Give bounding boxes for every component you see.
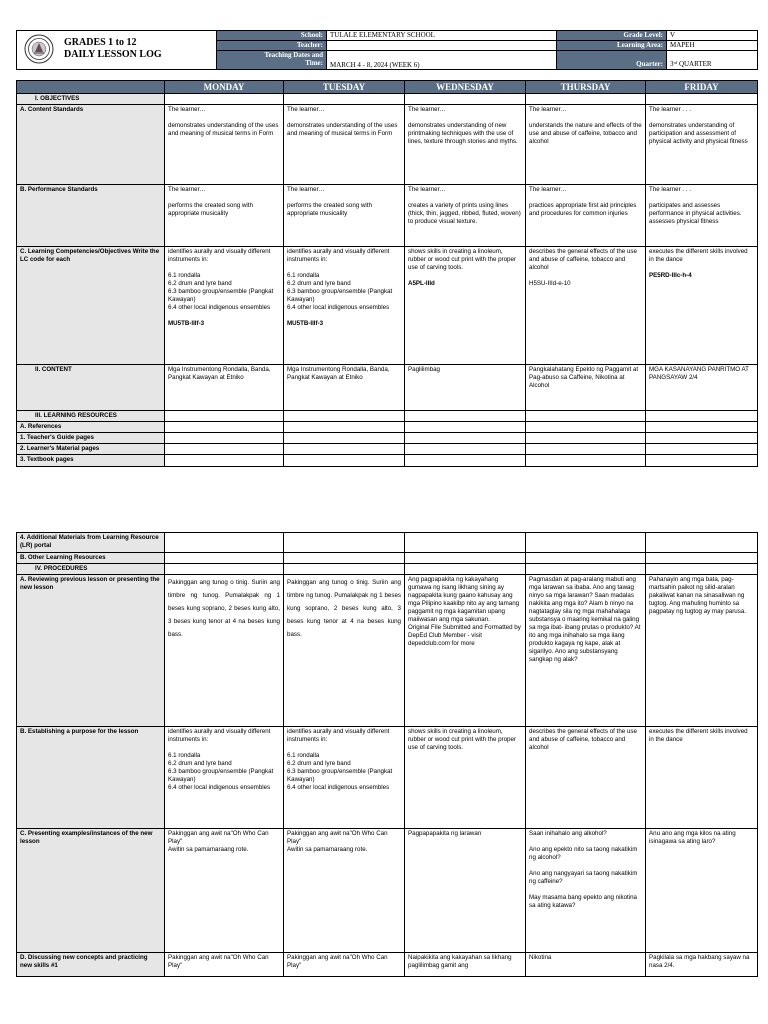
empty-cell	[405, 444, 526, 455]
dates-value: MARCH 4 - 8, 2024 (WEEK 6)	[327, 51, 557, 70]
dates-label-line2: Time:	[305, 59, 323, 67]
area-label: Learning Area:	[557, 41, 667, 51]
deped-seal-icon	[24, 34, 54, 64]
lc-code: MU5TB-IIIf-3	[287, 320, 324, 327]
empty-cell	[165, 553, 284, 564]
discussing-friday: Pagkilala sa mga hakbang sayaw na nasa 2/4.	[646, 953, 758, 977]
empty-cell	[284, 553, 405, 564]
lc-code: H5SU-IIId-e-10	[529, 280, 571, 287]
competency-text: identifies aurally and visually different instruments in: 6.1 rondalla 6.2 drum and lyre band 6.3 bamboo group/ensemble (Pangkat Kawayan) 6.4 other local indigenous ensembles	[287, 248, 393, 311]
empty-cell	[646, 533, 758, 553]
empty-cell	[405, 433, 526, 444]
discussing-label: D. Discussing new concepts and practicing new skills #1	[17, 953, 165, 977]
empty-cell	[405, 422, 526, 433]
competencies-label: C. Learning Competencies/Objectives Write the LC code for each	[17, 247, 165, 365]
teacher-value	[327, 41, 557, 51]
references-label: A. References	[17, 422, 165, 433]
dates-label-line1: Teaching Dates and	[264, 51, 323, 59]
content-standards-friday: The learner . . . demonstrates understanding of participation and assessment of physical activity and physical fitness	[646, 105, 758, 185]
purpose-friday: executes the different skills involved in the dance	[646, 727, 758, 829]
performance-standards-label: B. Performance Standards	[17, 185, 165, 247]
discussing-monday: Pakinggan ang awit na"Oh Who Can Play"	[165, 953, 284, 977]
empty-cell	[405, 411, 526, 422]
day-monday: MONDAY	[165, 81, 284, 94]
empty-cell	[165, 455, 284, 467]
presenting-thursday: Saan inihahalo ang alkohol? Ano ang epekto nito sa taong nakatikim ng alcohol? Ano ang nangyayari sa taong nakatikim ng caffeine? May masama bang epekto ang nikotina sa ating katawa?	[526, 829, 646, 953]
quarter-value: 3ʳᵈ QUARTER	[667, 60, 758, 70]
empty-cell	[405, 533, 526, 553]
presenting-monday: Pakinggan ang awit na"Oh Who Can Play" Awitin sa pamamaraang rote.	[165, 829, 284, 953]
lesson-log-table	[16, 80, 758, 467]
empty-cell	[646, 553, 758, 564]
content-thursday: Pangkalahatang Epekto ng Paggamit at Pag-abuso sa Caffeine, Nikotina at Alcohol	[526, 365, 646, 411]
content-label: II. CONTENT	[17, 365, 165, 411]
day-tuesday: TUESDAY	[284, 81, 405, 94]
empty-cell	[405, 553, 526, 564]
purpose-tuesday: identifies aurally and visually different instruments in: 6.1 rondalla 6.2 drum and lyre band 6.3 bamboo group/ensemble (Pangkat Kawayan) 6.4 other local indigenous ensembles	[284, 727, 405, 829]
competency-text: identifies aurally and visually different instruments in: 6.1 rondalla 6.2 drum and lyre band 6.3 bamboo group/ensemble (Pangkat Kawayan) 6.4 other local indigenous ensembles	[168, 248, 274, 311]
empty-cell	[165, 411, 284, 422]
purpose-monday: identifies aurally and visually different instruments in: 6.1 rondalla 6.2 drum and lyre band 6.3 bamboo group/ensemble (Pangkat Kawayan) 6.4 other local indigenous ensembles	[165, 727, 284, 829]
empty-cell	[165, 94, 284, 105]
competencies-monday	[165, 247, 284, 365]
empty-cell	[646, 433, 758, 444]
competencies-thursday	[526, 247, 646, 365]
empty-cell	[284, 411, 405, 422]
grade-label: Grade Level:	[557, 31, 667, 41]
grade-value: V	[667, 31, 758, 41]
empty-cell	[526, 553, 646, 564]
reviewing-thursday: Pagmasdan at pag-aralang mabuti ang mga larawan sa ibaba. Ano ang tawag ninyo sa mga larawan? Saan madalas nakikita ang mga ito? Alam b ninyo na nagtataglay sila ng mga mahahalaga substansya o maaring kemikal na galing sa mga ibat- ibang prutas o produkto? At ito ang mga inihahalo sa mga ilang produkto kagaya ng kape, alak at sigarilyo. Ano ang substansyang sangkap ng alak?	[526, 575, 646, 727]
learners-material-label: 2. Learner's Material pages	[17, 444, 165, 455]
additional-materials-label: 4. Additional Materials from Learning Resource (LR) portal	[17, 533, 165, 553]
presenting-label: C. Presenting examples/instances of the new lesson	[17, 829, 165, 953]
doc-title-line1: GRADES 1 to 12	[64, 37, 137, 48]
title-cell	[17, 31, 217, 70]
content-standards-monday: The learner… demonstrates understanding of the uses and meaning of musical terms in Form	[165, 105, 284, 185]
reviewing-label: A. Reviewing previous lesson or presenting the new lesson	[17, 575, 165, 727]
lesson-log-table-continued	[16, 532, 758, 977]
competencies-wednesday	[405, 247, 526, 365]
lc-code: A5PL-IIId	[408, 280, 435, 287]
empty-cell	[646, 411, 758, 422]
empty-cell	[284, 422, 405, 433]
objectives-label: I. OBJECTIVES	[17, 94, 165, 105]
content-standards-label: A. Content Standards	[17, 105, 165, 185]
content-tuesday: Mga Instrumentong Rondalla, Banda, Pangkat Kawayan at Etniko	[284, 365, 405, 411]
textbook-label: 3. Textbook pages	[17, 455, 165, 467]
day-header-row	[17, 81, 758, 94]
day-thursday: THURSDAY	[526, 81, 646, 94]
other-resources-label: B. Other Learning Resources	[17, 553, 165, 564]
competency-text: shows skills in creating a linoleum, rubber or wood cut print with the proper use of carving tools.	[408, 248, 516, 271]
discussing-thursday: Nikotina	[526, 953, 646, 977]
purpose-wednesday: shows skills in creating a linoleum, rubber or wood cut print with the proper use of carving tools.	[405, 727, 526, 829]
content-standards-wednesday: The learner… demonstrates understanding of new printmaking techniques with the use of lines, texture through stories and myths.	[405, 105, 526, 185]
teachers-guide-label: 1. Teacher's Guide pages	[17, 433, 165, 444]
dates-label	[217, 51, 327, 70]
empty-cell	[526, 533, 646, 553]
empty-cell	[526, 455, 646, 467]
blank-value	[667, 51, 758, 61]
empty-cell	[526, 422, 646, 433]
procedures-label: IV. PROCEDURES	[17, 564, 165, 575]
empty-cell	[284, 455, 405, 467]
quarter-label: Quarter:	[557, 60, 667, 70]
competency-text: executes the different skills involved in the dance	[649, 248, 748, 263]
lc-code: MU5TB-IIIf-3	[168, 320, 205, 327]
empty-cell	[646, 422, 758, 433]
lc-code: PE5RD-IIIc-h-4	[649, 272, 692, 279]
empty-cell	[526, 411, 646, 422]
empty-cell	[526, 564, 646, 575]
empty-cell	[284, 564, 405, 575]
competencies-tuesday	[284, 247, 405, 365]
empty-cell	[284, 444, 405, 455]
content-standards-tuesday: The learner… demonstrates understanding of the uses and meaning of musical terms in Form	[284, 105, 405, 185]
empty-cell	[405, 564, 526, 575]
performance-standards-monday: The learner… performs the created song with appropriate musicality	[165, 185, 284, 247]
doc-title-line2: DAILY LESSON LOG	[64, 49, 162, 60]
reviewing-tuesday: Pakinggan ang tunog o tinig. Suriin ang timbre ng tunog. Pumalakpak ng 1 beses kung soprano, 2 beses kung alto, 3 beses kung tenor at 4 na beses kung bass.	[284, 575, 405, 727]
performance-standards-friday: The learner . . . participates and assesses performance in physical activities. assesses physical fitness	[646, 185, 758, 247]
discussing-wednesday: Naipakikita ang kakayahan sa likhang paglilimbag gamit ang	[405, 953, 526, 977]
empty-cell	[526, 94, 646, 105]
empty-cell	[646, 455, 758, 467]
lesson-table-bottom	[16, 532, 757, 977]
corner-cell	[17, 81, 165, 94]
reviewing-monday: Pakinggan ang tunog o tinig. Suriin ang timbre ng tunog. Pumalakpak ng 1 beses kung soprano, 2 beses kung alto, 3 beses kung tenor at 4 na beses kung bass.	[165, 575, 284, 727]
empty-cell	[405, 94, 526, 105]
reviewing-friday: Pahanayin ang mga bata, pag-martsahin paikot ng silid-aralan pakaliwat kanan na sinasaliwan ng tugtog. Ang mahuling huminto sa pagpatay ng tugtog ay may parusa.	[646, 575, 758, 727]
competencies-friday	[646, 247, 758, 365]
empty-cell	[646, 94, 758, 105]
teacher-label: Teacher:	[217, 41, 327, 51]
performance-standards-thursday: The learner… practices appropriate first aid principles and procedures for common injuries	[526, 185, 646, 247]
empty-cell	[165, 433, 284, 444]
day-wednesday: WEDNESDAY	[405, 81, 526, 94]
empty-cell	[526, 444, 646, 455]
purpose-label: B. Establishing a purpose for the lesson	[17, 727, 165, 829]
blank-label	[557, 51, 667, 61]
presenting-wednesday: Pagpapapakita ng larawan	[405, 829, 526, 953]
discussing-tuesday: Pakinggan ang awit na"Oh Who Can Play"	[284, 953, 405, 977]
presenting-friday: Anu ano ang mga kilos na ating isinagawa sa ating laro?	[646, 829, 758, 953]
empty-cell	[165, 422, 284, 433]
empty-cell	[405, 455, 526, 467]
lesson-table-top	[16, 80, 757, 467]
empty-cell	[165, 444, 284, 455]
empty-cell	[284, 433, 405, 444]
area-value: MAPEH	[667, 41, 758, 51]
competency-text: describes the general effects of the use and abuse of caffeine, tobacco and alcohol	[529, 248, 637, 271]
empty-cell	[165, 533, 284, 553]
day-friday: FRIDAY	[646, 81, 758, 94]
empty-cell	[646, 564, 758, 575]
performance-standards-tuesday: The learner… performs the created song with appropriate musicality	[284, 185, 405, 247]
empty-cell	[165, 564, 284, 575]
empty-cell	[284, 94, 405, 105]
purpose-thursday: describes the general effects of the use and abuse of caffeine, tobacco and alcohol	[526, 727, 646, 829]
content-monday: Mga Instrumentong Rondalla, Banda, Pangkat Kawayan at Etniko	[165, 365, 284, 411]
reviewing-wednesday: Ang pagpapakita ng kakayahang gumawa ng isang likhang sining ay nagpapakita kung gaano kahusay ang mga Pilipino kaakibp nito ay ang tamang paggamit ng mga kagamitan upang maiiwasan ang mga sakunan. Original File Submitted and Formatted by DepEd Club Member - visit depedclub.com for more	[405, 575, 526, 727]
empty-cell	[646, 444, 758, 455]
header-block	[16, 30, 757, 70]
empty-cell	[526, 433, 646, 444]
school-label: School:	[217, 31, 327, 41]
empty-cell	[284, 533, 405, 553]
content-friday: MGA KASANAYANG PANRITMO AT PANGSAYAW 2/4	[646, 365, 758, 411]
header-table	[16, 30, 758, 70]
school-value: TULALE ELEMENTARY SCHOOL	[327, 31, 557, 41]
content-standards-thursday: The learner… understands the nature and effects of the use and abuse of caffeine, tobacco and alcohol	[526, 105, 646, 185]
presenting-tuesday: Pakinggan ang awit na"Oh Who Can Play" Awitin sa pamamaraang rote.	[284, 829, 405, 953]
content-wednesday: Paglilimbag	[405, 365, 526, 411]
learning-resources-label: III. LEARNING RESOURCES	[17, 411, 165, 422]
performance-standards-wednesday: The learner… creates a variety of prints using lines (thick, thin, jagged, ribbed, fluted, woven) to produce visual texture.	[405, 185, 526, 247]
